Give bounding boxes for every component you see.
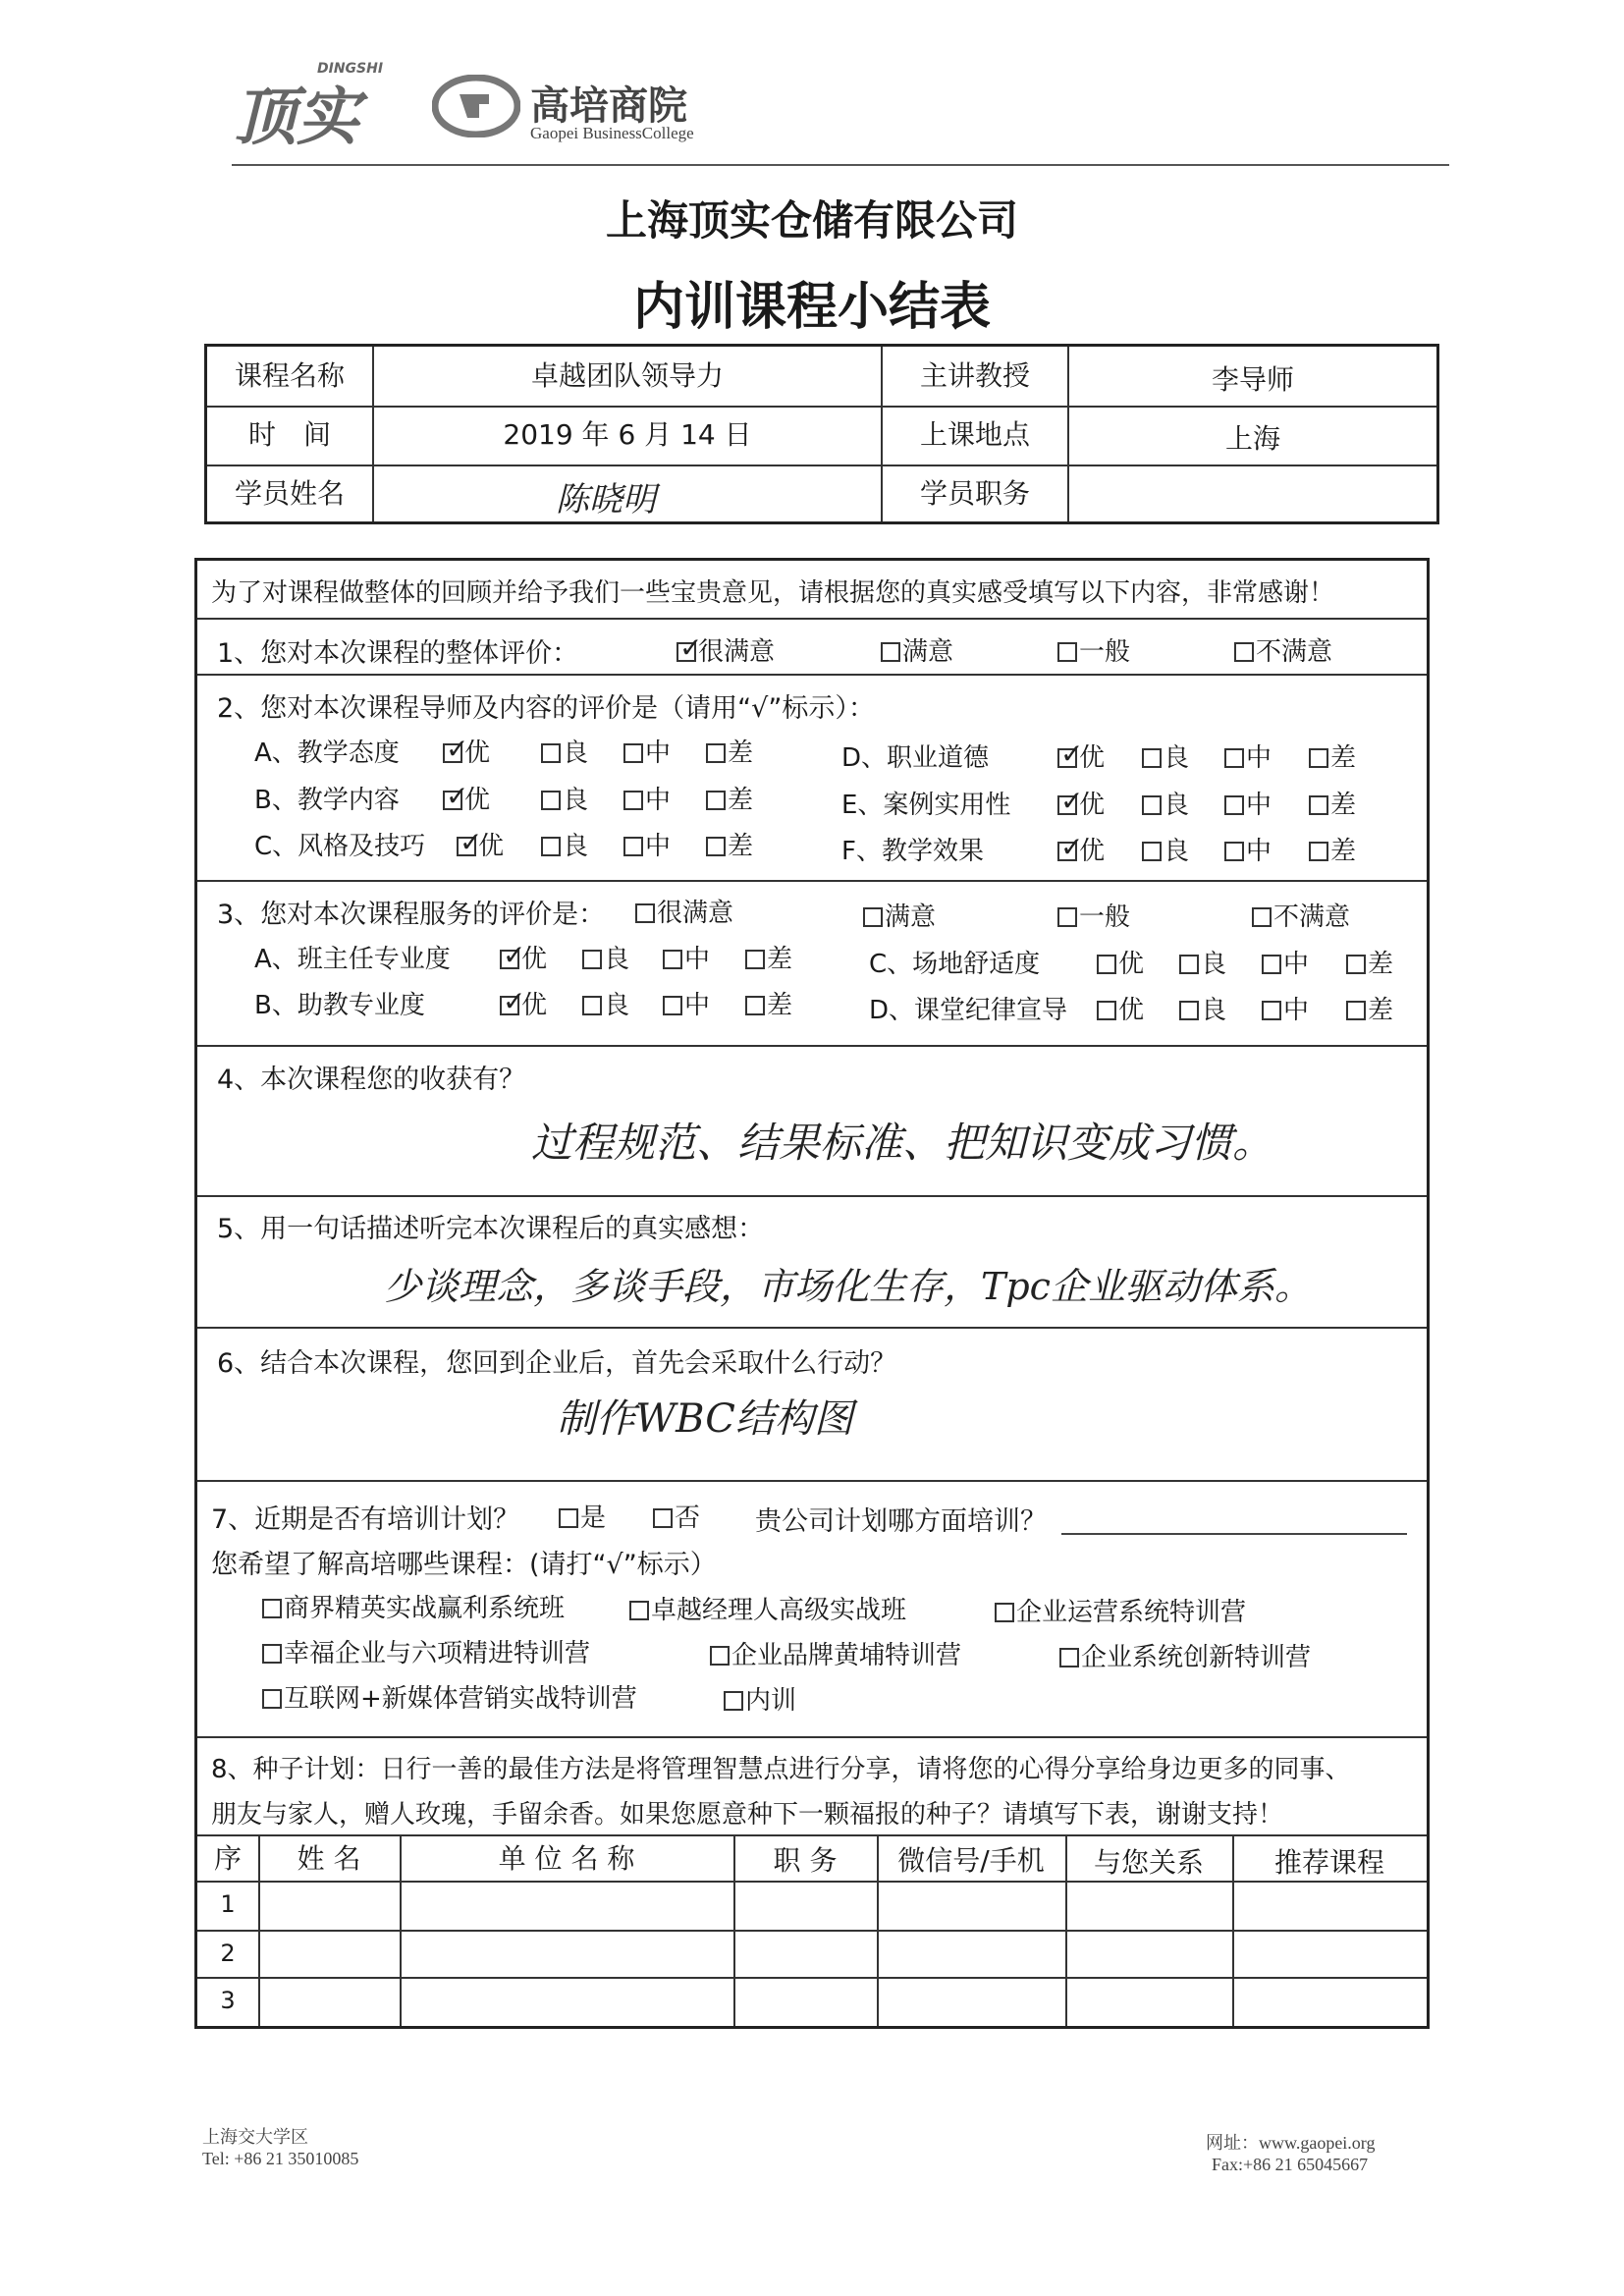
q2-d-grade-fair[interactable]: 中 bbox=[1224, 738, 1272, 774]
q2-item-name: F、教学效果 bbox=[841, 837, 984, 866]
q7-option-no[interactable]: 否 bbox=[653, 1498, 700, 1534]
checkbox-icon[interactable] bbox=[706, 791, 726, 810]
q2-b-grade-excellent[interactable]: ✓ 优 bbox=[443, 780, 490, 816]
checkbox-icon[interactable] bbox=[706, 837, 726, 856]
q3-b-grade-poor[interactable]: 差 bbox=[745, 985, 792, 1021]
q3-b-grade-fair[interactable]: 中 bbox=[663, 985, 710, 1021]
checkbox-icon[interactable] bbox=[500, 996, 519, 1015]
q7-course-2[interactable]: 卓越经理人高级实战班 bbox=[629, 1590, 906, 1626]
q4-label: 4、本次课程您的收获有？ bbox=[217, 1065, 526, 1095]
q3-option-average[interactable]: 一般 bbox=[1057, 897, 1130, 933]
q2-f-grade-fair[interactable]: 中 bbox=[1224, 831, 1272, 867]
table-row-index: 3 bbox=[220, 1987, 236, 2014]
company-name: 上海顶实仓储有限公司 bbox=[605, 196, 1018, 245]
q2-f-grade-good[interactable]: 良 bbox=[1142, 831, 1189, 867]
q2-a-grade-poor[interactable]: 差 bbox=[706, 733, 753, 769]
checkbox-icon[interactable] bbox=[500, 950, 519, 969]
q3-a-grade-fair[interactable]: 中 bbox=[663, 939, 710, 975]
place-value: 上海 bbox=[1224, 422, 1280, 455]
q3-c-grade-poor[interactable]: 差 bbox=[1346, 944, 1393, 980]
q7-course-1[interactable]: 商界精英实战赢利系统班 bbox=[262, 1588, 565, 1624]
checkbox-icon[interactable] bbox=[262, 1689, 282, 1709]
checkbox-icon[interactable] bbox=[1262, 1001, 1281, 1020]
col-header-name: 姓 名 bbox=[297, 1842, 361, 1875]
q2-item-name: D、职业道德 bbox=[841, 743, 990, 773]
q2-a-grade-excellent[interactable]: ✓ 优 bbox=[443, 733, 490, 769]
q2-a-grade-good[interactable]: 良 bbox=[541, 733, 588, 769]
q2-d-grade-good[interactable]: 良 bbox=[1142, 738, 1189, 774]
table-row-index: 1 bbox=[220, 1890, 236, 1918]
checkbox-icon[interactable] bbox=[1097, 955, 1116, 974]
q8-text-line2: 朋友与家人，赠人玫瑰，手留余香。如果您愿意种下一颗福报的种子？请填写下表，谢谢支持！ bbox=[211, 1800, 1284, 1830]
q6-label: 6、结合本次课程，您回到企业后，首先会采取什么行动？ bbox=[217, 1348, 897, 1379]
checkbox-icon[interactable] bbox=[443, 743, 462, 763]
checkbox-icon[interactable] bbox=[863, 907, 883, 927]
q4-answer-handwritten[interactable]: 过程规范、结果标准、把知识变成习惯。 bbox=[531, 1119, 1274, 1167]
checkbox-icon[interactable] bbox=[881, 642, 900, 662]
q7-courses-label: 您希望了解高培哪些课程：(请打“√”标示） bbox=[211, 1550, 717, 1580]
checkbox-icon[interactable] bbox=[582, 996, 602, 1015]
gaopei-logo-icon bbox=[432, 75, 520, 137]
checkbox-icon[interactable] bbox=[1309, 795, 1328, 815]
footer-campus: 上海交大学区 bbox=[202, 2127, 308, 2147]
checkbox-icon[interactable] bbox=[710, 1646, 730, 1666]
checkbox-icon[interactable] bbox=[677, 642, 696, 662]
q3-b-grade-excellent[interactable]: ✓ 优 bbox=[500, 985, 547, 1021]
lecturer-label: 主讲教授 bbox=[919, 359, 1030, 392]
q7-label: 7、近期是否有培训计划？ bbox=[211, 1504, 520, 1535]
table-row-index: 2 bbox=[220, 1940, 236, 1967]
checkbox-icon[interactable] bbox=[1179, 1001, 1199, 1020]
checkbox-icon[interactable] bbox=[1179, 955, 1199, 974]
checkbox-icon[interactable] bbox=[623, 791, 643, 810]
q7-course-3[interactable]: 企业运营系统特训营 bbox=[995, 1592, 1246, 1628]
col-header-position: 职 务 bbox=[773, 1844, 838, 1877]
q1-option-very-satisfied[interactable]: ✓ 很满意 bbox=[677, 631, 775, 668]
checkbox-icon[interactable] bbox=[1059, 1648, 1079, 1667]
header-rule bbox=[232, 164, 1449, 166]
time-label: 时 间 bbox=[247, 418, 331, 451]
q2-item-name: A、教学态度 bbox=[254, 738, 400, 768]
checkbox-icon[interactable] bbox=[541, 743, 561, 763]
q3-c-grade-fair[interactable]: 中 bbox=[1262, 944, 1309, 980]
checkbox-icon[interactable] bbox=[1309, 842, 1328, 861]
q7-course-4[interactable]: 幸福企业与六项精进特训营 bbox=[262, 1633, 590, 1669]
q7-course-7[interactable]: 互联网+新媒体营销实战特训营 bbox=[262, 1678, 637, 1715]
checkbox-icon[interactable] bbox=[457, 837, 476, 856]
time-value: 2019 年 6 月 14 日 bbox=[503, 418, 752, 451]
q2-item-name: C、风格及技巧 bbox=[254, 832, 426, 861]
gaopei-logo bbox=[432, 69, 707, 147]
intro-text: 为了对课程做整体的回顾并给予我们一些宝贵意见，请根据您的真实感受填写以下内容，非常感谢！ bbox=[211, 578, 1335, 608]
q3-c-grade-good[interactable]: 良 bbox=[1179, 944, 1226, 980]
checkbox-icon[interactable] bbox=[1142, 842, 1162, 861]
col-header-course: 推荐课程 bbox=[1273, 1846, 1384, 1879]
footer-website[interactable]: 网址：www.gaopei.org bbox=[1206, 2133, 1376, 2153]
q2-c-grade-poor[interactable]: 差 bbox=[706, 826, 753, 862]
checkbox-icon[interactable] bbox=[559, 1508, 578, 1528]
place-label: 上课地点 bbox=[919, 418, 1030, 451]
q1-option-average[interactable]: 一般 bbox=[1057, 631, 1130, 668]
checkbox-icon[interactable] bbox=[1346, 955, 1366, 974]
checkbox-icon[interactable] bbox=[262, 1599, 282, 1618]
checkbox-icon[interactable] bbox=[663, 950, 682, 969]
q1-option-unsatisfied[interactable]: 不满意 bbox=[1234, 631, 1332, 668]
position-label: 学员职务 bbox=[919, 477, 1030, 510]
q7-which-input-line[interactable] bbox=[1061, 1533, 1407, 1535]
checkbox-icon[interactable] bbox=[262, 1644, 282, 1664]
q1-label: 1、您对本次课程的整体评价： bbox=[217, 638, 579, 669]
checkbox-icon[interactable] bbox=[1224, 748, 1244, 768]
q2-item-name: B、教学内容 bbox=[254, 786, 400, 815]
gaopei-logo-en: Gaopei BusinessCollege bbox=[530, 124, 694, 142]
q7-course-5[interactable]: 企业品牌黄埔特训营 bbox=[710, 1635, 961, 1671]
footer-fax: Fax:+86 21 65045667 bbox=[1212, 2155, 1369, 2174]
page-title: 内训课程小结表 bbox=[632, 278, 991, 337]
gaopei-logo-cn: 高培商院 bbox=[530, 82, 687, 129]
checkbox-icon[interactable] bbox=[663, 996, 682, 1015]
q2-label: 2、您对本次课程导师及内容的评价是（请用“√”标示）： bbox=[217, 693, 875, 724]
q7-course-6[interactable]: 企业系统创新特训营 bbox=[1059, 1637, 1311, 1673]
q3-item-name: A、班主任专业度 bbox=[254, 945, 451, 974]
q5-answer-handwritten[interactable]: 少谈理念，多谈手段，市场化生存，Tpc企业驱动体系。 bbox=[384, 1265, 1312, 1308]
q3-option-very-satisfied[interactable]: 很满意 bbox=[635, 893, 733, 929]
lecturer-value: 李导师 bbox=[1211, 363, 1294, 396]
checkbox-icon[interactable] bbox=[1224, 795, 1244, 815]
q3-a-grade-poor[interactable]: 差 bbox=[745, 939, 792, 975]
checkbox-icon[interactable] bbox=[1057, 642, 1077, 662]
checkbox-icon[interactable] bbox=[1346, 1001, 1366, 1020]
checkbox-icon[interactable] bbox=[724, 1691, 743, 1711]
col-header-company: 单 位 名 称 bbox=[498, 1842, 635, 1875]
checkbox-icon[interactable] bbox=[582, 950, 602, 969]
q2-d-grade-poor[interactable]: 差 bbox=[1309, 738, 1356, 774]
q3-c-grade-excellent[interactable]: 优 bbox=[1097, 944, 1144, 980]
q2-item-name: E、案例实用性 bbox=[841, 791, 1011, 820]
checkbox-icon[interactable] bbox=[635, 903, 655, 923]
checkbox-icon[interactable] bbox=[1309, 748, 1328, 768]
checkbox-icon[interactable] bbox=[541, 837, 561, 856]
q2-e-grade-poor[interactable]: 差 bbox=[1309, 785, 1356, 821]
q7-which-label: 贵公司计划哪方面培训？ bbox=[755, 1506, 1047, 1537]
checkbox-icon[interactable] bbox=[623, 743, 643, 763]
questionnaire bbox=[194, 558, 1430, 2029]
student-label: 学员姓名 bbox=[234, 477, 345, 510]
q2-e-grade-good[interactable]: 良 bbox=[1142, 785, 1189, 821]
q7-option-yes[interactable]: 是 bbox=[559, 1498, 606, 1534]
checkbox-icon[interactable] bbox=[653, 1508, 673, 1528]
q3-a-grade-excellent[interactable]: ✓ 优 bbox=[500, 939, 547, 975]
checkbox-icon[interactable] bbox=[1057, 748, 1077, 768]
q2-b-grade-good[interactable]: 良 bbox=[541, 780, 588, 816]
checkbox-icon[interactable] bbox=[623, 837, 643, 856]
q7-course-8[interactable]: 内训 bbox=[724, 1680, 796, 1717]
q2-e-grade-excellent[interactable]: ✓ 优 bbox=[1057, 785, 1105, 821]
checkbox-icon[interactable] bbox=[1097, 1001, 1116, 1020]
col-header-index: 序 bbox=[213, 1842, 242, 1875]
q6-answer-handwritten[interactable]: 制作WBC结构图 bbox=[557, 1396, 853, 1442]
q2-c-grade-fair[interactable]: 中 bbox=[623, 826, 671, 862]
checkbox-icon[interactable] bbox=[1224, 842, 1244, 861]
checkbox-icon[interactable] bbox=[541, 791, 561, 810]
q8-text-line1: 8、种子计划：日行一善的最佳方法是将管理智慧点进行分享，请将您的心得分享给身边更多的同事、 bbox=[211, 1755, 1351, 1784]
checkbox-icon[interactable] bbox=[1252, 907, 1272, 927]
q2-d-grade-excellent[interactable]: ✓ 优 bbox=[1057, 738, 1105, 774]
dingshi-logo-en: DINGSHI bbox=[317, 61, 384, 77]
q2-f-grade-excellent[interactable]: ✓ 优 bbox=[1057, 831, 1105, 867]
q2-c-grade-excellent[interactable]: ✓ 优 bbox=[457, 826, 504, 862]
q3-option-unsatisfied[interactable]: 不满意 bbox=[1252, 897, 1350, 933]
checkbox-icon[interactable] bbox=[995, 1603, 1014, 1622]
course-label: 课程名称 bbox=[234, 359, 345, 392]
dingshi-logo bbox=[234, 59, 410, 154]
q2-b-grade-fair[interactable]: 中 bbox=[623, 780, 671, 816]
q2-f-grade-poor[interactable]: 差 bbox=[1309, 831, 1356, 867]
q3-d-grade-good[interactable]: 良 bbox=[1179, 990, 1226, 1026]
dingshi-logo-text: 顶实 bbox=[234, 81, 359, 154]
student-name-handwritten[interactable]: 陈晓明 bbox=[556, 480, 656, 519]
q3-item-name: C、场地舒适度 bbox=[869, 950, 1041, 979]
checkbox-icon[interactable] bbox=[1234, 642, 1254, 662]
q3-d-grade-excellent[interactable]: 优 bbox=[1097, 990, 1144, 1026]
checkbox-icon[interactable] bbox=[745, 950, 765, 969]
course-value: 卓越团队领导力 bbox=[530, 359, 724, 392]
checkbox-icon[interactable] bbox=[629, 1601, 649, 1620]
col-header-wechat-phone: 微信号/手机 bbox=[897, 1844, 1045, 1877]
q3-b-grade-good[interactable]: 良 bbox=[582, 985, 629, 1021]
q3-item-name: B、助教专业度 bbox=[254, 991, 425, 1020]
checkbox-icon[interactable] bbox=[1057, 842, 1077, 861]
col-header-relation: 与您关系 bbox=[1093, 1846, 1204, 1879]
checkbox-icon[interactable] bbox=[443, 791, 462, 810]
info-table bbox=[204, 344, 1439, 524]
checkbox-icon[interactable] bbox=[1262, 955, 1281, 974]
q3-item-name: D、课堂纪律宣导 bbox=[869, 996, 1068, 1025]
q3-option-satisfied[interactable]: 满意 bbox=[863, 897, 936, 933]
q1-option-satisfied[interactable]: 满意 bbox=[881, 631, 953, 668]
checkbox-icon[interactable] bbox=[1057, 795, 1077, 815]
checkbox-icon[interactable] bbox=[745, 996, 765, 1015]
q5-label: 5、用一句话描述听完本次课程后的真实感想： bbox=[217, 1214, 765, 1244]
footer-tel: Tel: +86 21 35010085 bbox=[202, 2149, 359, 2168]
q2-b-grade-poor[interactable]: 差 bbox=[706, 780, 753, 816]
q3-d-grade-fair[interactable]: 中 bbox=[1262, 990, 1309, 1026]
q3-d-grade-poor[interactable]: 差 bbox=[1346, 990, 1393, 1026]
checkbox-icon[interactable] bbox=[1142, 748, 1162, 768]
q2-c-grade-good[interactable]: 良 bbox=[541, 826, 588, 862]
checkbox-icon[interactable] bbox=[1057, 907, 1077, 927]
q3-a-grade-good[interactable]: 良 bbox=[582, 939, 629, 975]
q2-a-grade-fair[interactable]: 中 bbox=[623, 733, 671, 769]
checkbox-icon[interactable] bbox=[706, 743, 726, 763]
checkbox-icon[interactable] bbox=[1142, 795, 1162, 815]
q3-label: 3、您对本次课程服务的评价是： bbox=[217, 900, 606, 930]
q2-e-grade-fair[interactable]: 中 bbox=[1224, 785, 1272, 821]
